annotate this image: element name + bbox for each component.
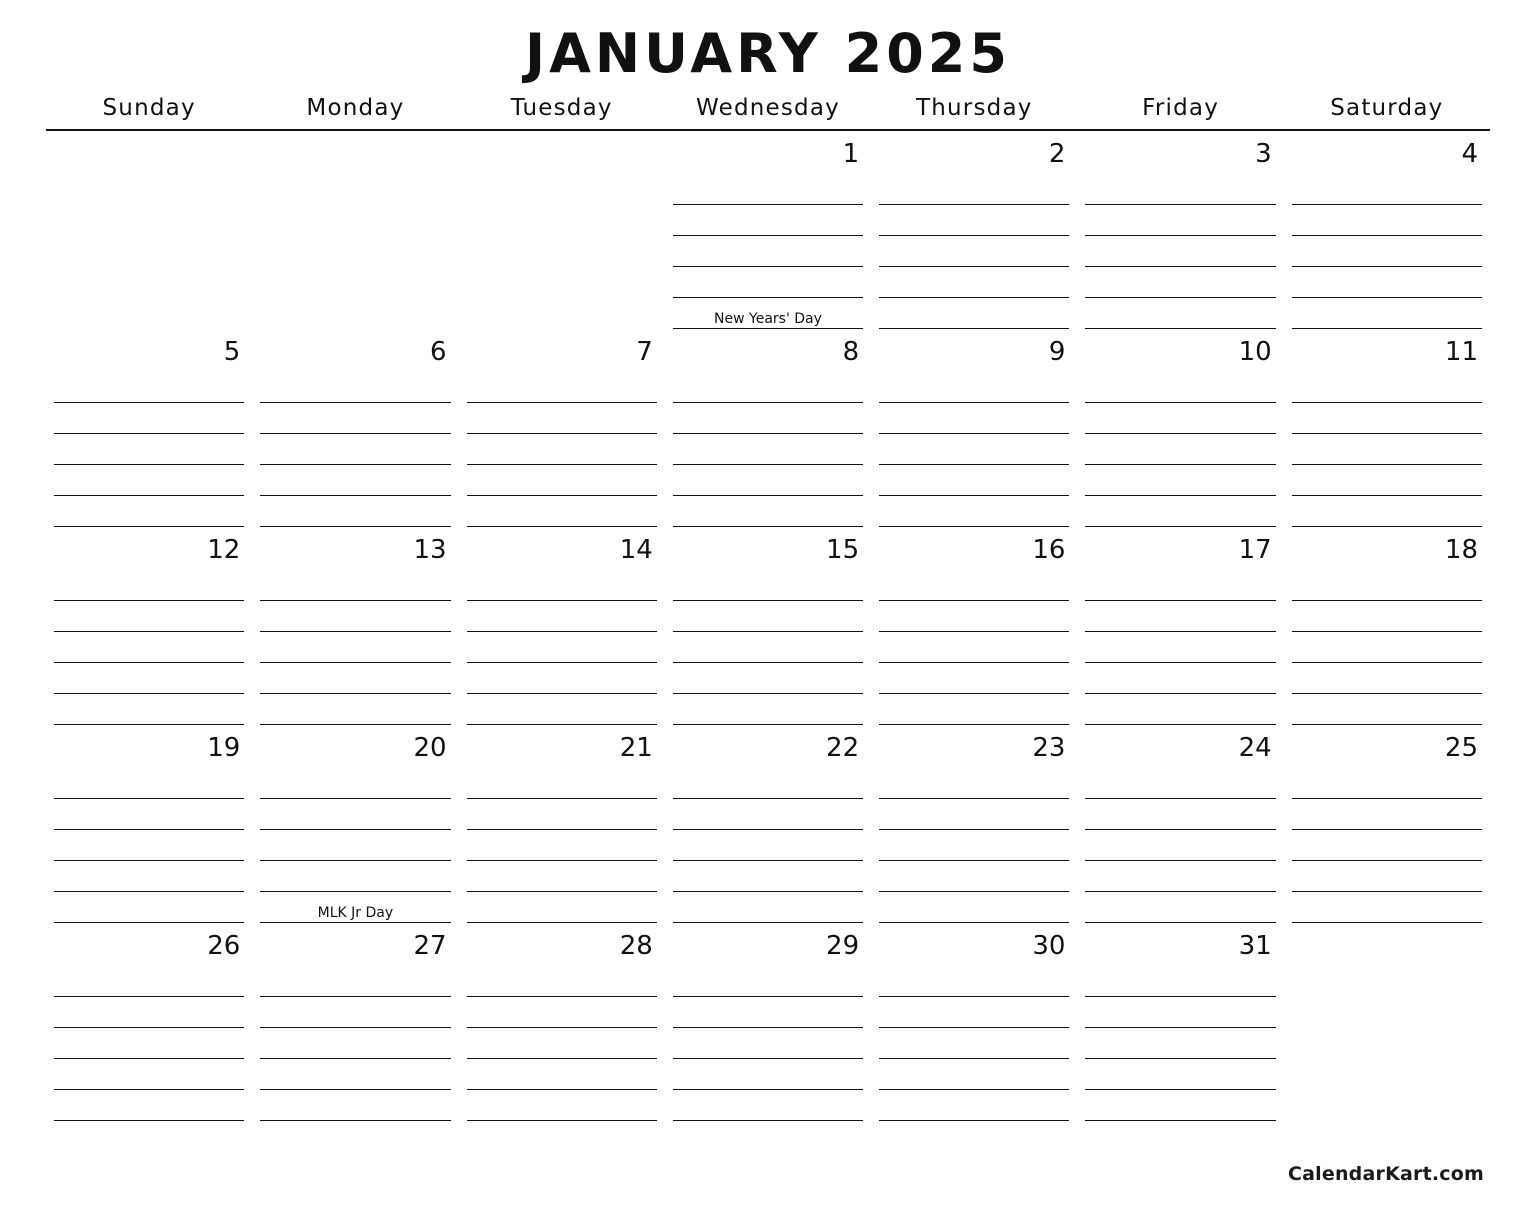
note-lines [1085,174,1275,329]
note-line[interactable] [1085,403,1275,434]
note-line[interactable] [260,1059,450,1090]
calendar-day-cell[interactable] [1284,725,1490,923]
note-line[interactable] [260,694,450,725]
note-line[interactable] [1085,966,1275,997]
note-lines [467,966,657,1121]
note-lines [54,768,244,923]
note-lines [260,768,450,923]
weekday-label-thursday: Thursday [916,95,1033,121]
note-line[interactable] [1085,768,1275,799]
day-number: 31 [1238,931,1272,962]
day-number: 14 [619,535,653,566]
note-line[interactable] [673,768,863,799]
note-lines [54,173,244,329]
note-line[interactable] [467,372,657,403]
holiday-label: MLK Jr Day [260,906,450,921]
note-line[interactable] [54,799,244,830]
note-line[interactable] [1085,298,1275,329]
day-number: 8 [842,337,860,368]
note-line[interactable] [54,892,244,923]
note-line[interactable] [54,601,244,632]
note-line[interactable] [54,173,244,203]
day-number: 30 [1032,931,1066,962]
note-line[interactable] [673,1059,863,1090]
note-line[interactable] [879,861,1069,892]
note-line[interactable] [260,632,450,663]
note-line[interactable] [879,1090,1069,1121]
note-line[interactable] [54,570,244,601]
note-lines [54,372,244,527]
note-line[interactable] [54,1028,244,1059]
day-number: 19 [207,733,241,764]
note-line[interactable] [1085,694,1275,725]
note-line[interactable] [879,1028,1069,1059]
note-line[interactable] [1085,892,1275,923]
day-number: 25 [1444,733,1478,764]
note-line[interactable] [1292,267,1482,298]
note-line[interactable] [673,1028,863,1059]
note-line[interactable] [54,263,244,293]
note-line[interactable] [1292,663,1482,694]
note-lines [1292,372,1482,527]
note-line[interactable] [1292,236,1482,267]
note-line[interactable] [467,768,657,799]
note-line[interactable] [673,892,863,923]
note-line[interactable] [879,601,1069,632]
note-line[interactable] [673,298,863,329]
calendar-day-cell[interactable] [871,329,1077,527]
day-number: 20 [413,733,447,764]
day-number: 26 [207,931,241,962]
note-line[interactable] [1292,496,1482,527]
note-line[interactable] [260,1090,450,1121]
day-number: 11 [1444,337,1478,368]
note-line[interactable] [879,694,1069,725]
calendar-day-cell[interactable] [46,329,252,527]
day-number: 18 [1444,535,1478,566]
calendar-day-cell[interactable] [665,329,871,527]
weekday-header-row [46,95,1490,131]
note-line[interactable] [54,966,244,997]
calendar-day-cell[interactable] [1077,527,1283,725]
note-line[interactable] [467,1028,657,1059]
note-line[interactable] [673,372,863,403]
note-line[interactable] [879,465,1069,496]
note-lines [879,768,1069,923]
note-line[interactable] [1292,465,1482,496]
calendar-empty-cell [1284,923,1490,1121]
note-line[interactable] [1292,830,1482,861]
note-line[interactable] [260,892,450,923]
note-line[interactable] [54,496,244,527]
note-line[interactable] [260,372,450,403]
note-line[interactable] [1292,861,1482,892]
note-line[interactable] [673,267,863,298]
note-line[interactable] [1085,799,1275,830]
calendar-day-cell[interactable] [1077,725,1283,923]
note-lines [1085,372,1275,527]
note-lines [260,173,450,329]
note-line[interactable] [260,434,450,465]
note-line[interactable] [879,267,1069,298]
note-line[interactable] [1292,174,1482,205]
note-line[interactable] [673,434,863,465]
note-line[interactable] [467,601,657,632]
note-line[interactable] [467,263,657,293]
day-number: 12 [207,535,241,566]
note-lines [1292,768,1482,923]
note-line[interactable] [467,663,657,694]
note-line[interactable] [260,861,450,892]
calendar-day-cell[interactable] [1284,527,1490,725]
note-line[interactable] [54,861,244,892]
note-line[interactable] [1085,1090,1275,1121]
note-line[interactable] [467,173,657,203]
note-lines [467,768,657,923]
note-line[interactable] [879,434,1069,465]
note-line[interactable] [1292,632,1482,663]
calendar-day-cell[interactable] [1284,329,1490,527]
note-line[interactable] [467,233,657,263]
note-line[interactable] [54,1059,244,1090]
note-line[interactable] [879,205,1069,236]
note-lines [879,966,1069,1121]
note-line[interactable] [1292,995,1482,1025]
note-line[interactable] [1085,632,1275,663]
day-number: 24 [1238,733,1272,764]
note-line[interactable] [1085,570,1275,601]
calendar-day-cell[interactable] [459,923,665,1121]
note-line[interactable] [54,403,244,434]
page-title: JANUARY 2025 [525,22,1011,85]
note-line[interactable] [1292,1085,1482,1115]
note-line[interactable] [54,293,244,323]
calendar-day-cell[interactable] [46,923,252,1121]
calendar-day-cell[interactable] [252,923,458,1121]
note-line[interactable] [673,174,863,205]
note-line[interactable] [1085,997,1275,1028]
note-line[interactable] [1085,465,1275,496]
note-line[interactable] [260,173,450,203]
footer-brand: CalendarKart.com [1287,1163,1484,1185]
note-line[interactable] [467,570,657,601]
note-line[interactable] [467,203,657,233]
note-line[interactable] [260,570,450,601]
weekday-label-friday: Friday [1142,95,1220,121]
note-lines [879,174,1069,329]
note-line[interactable] [673,236,863,267]
note-line[interactable] [673,861,863,892]
note-line[interactable] [879,570,1069,601]
day-number: 27 [413,931,447,962]
note-lines [673,768,863,923]
note-line[interactable] [1292,1025,1482,1055]
note-line[interactable] [260,663,450,694]
note-line[interactable] [879,892,1069,923]
note-line[interactable] [54,663,244,694]
day-number: 2 [1048,139,1066,169]
note-line[interactable] [1085,236,1275,267]
calendar-day-cell[interactable] [46,725,252,923]
note-line[interactable] [260,203,450,233]
day-number: 29 [826,931,860,962]
note-line[interactable] [879,174,1069,205]
note-line[interactable] [1085,601,1275,632]
day-number: 6 [430,337,447,368]
note-line[interactable] [54,434,244,465]
calendar-day-cell[interactable] [665,725,871,923]
calendar-day-cell[interactable] [459,527,665,725]
note-lines [1292,570,1482,725]
note-line[interactable] [879,799,1069,830]
note-line[interactable] [673,997,863,1028]
calendar-day-cell[interactable] [459,725,665,923]
note-line[interactable] [54,768,244,799]
note-line[interactable] [879,997,1069,1028]
note-lines [1085,768,1275,923]
note-lines [467,372,657,527]
note-line[interactable] [1292,965,1482,995]
note-line[interactable] [467,1059,657,1090]
note-line[interactable] [673,496,863,527]
note-line[interactable] [1292,372,1482,403]
calendar-day-cell[interactable] [1284,131,1490,329]
day-number: 15 [826,535,860,566]
calendar-day-cell[interactable] [665,923,871,1121]
calendar-day-cell[interactable] [1077,131,1283,329]
calendar-grid [46,131,1490,1083]
note-lines [1292,965,1482,1121]
note-line[interactable] [673,465,863,496]
calendar-day-cell[interactable] [252,527,458,725]
note-line[interactable] [1085,861,1275,892]
calendar-page [0,22,1536,1209]
note-line[interactable] [54,997,244,1028]
day-number: 17 [1238,535,1272,566]
note-line[interactable] [467,465,657,496]
note-line[interactable] [879,236,1069,267]
note-line[interactable] [673,663,863,694]
note-line[interactable] [467,1090,657,1121]
calendar-day-cell[interactable] [252,725,458,923]
day-number: 9 [1048,337,1066,368]
note-line[interactable] [260,233,450,263]
note-line[interactable] [879,830,1069,861]
note-lines [673,966,863,1121]
calendar-day-cell[interactable] [871,527,1077,725]
note-lines [54,966,244,1121]
note-line[interactable] [1292,403,1482,434]
calendar-day-cell[interactable] [46,527,252,725]
note-line[interactable] [879,298,1069,329]
note-line[interactable] [1085,496,1275,527]
day-number: 16 [1032,535,1066,566]
note-line[interactable] [260,293,450,323]
note-line[interactable] [467,799,657,830]
weekday-label-tuesday: Tuesday [510,95,613,121]
day-number: 3 [1255,139,1272,169]
note-lines [1085,966,1275,1121]
note-lines [260,570,450,725]
note-line[interactable] [673,601,863,632]
day-number: 4 [1461,139,1478,169]
note-line[interactable] [673,830,863,861]
note-line[interactable] [1085,372,1275,403]
note-line[interactable] [879,372,1069,403]
note-line[interactable] [879,768,1069,799]
note-line[interactable] [1085,663,1275,694]
note-line[interactable] [1292,799,1482,830]
day-number [1292,923,1482,965]
weekday-label-sunday: Sunday [102,95,196,121]
note-line[interactable] [1085,830,1275,861]
day-number: 10 [1238,337,1272,368]
calendar-day-cell[interactable] [665,131,871,329]
note-line[interactable] [260,1028,450,1059]
note-line[interactable] [467,293,657,323]
day-number: 7 [636,337,653,368]
note-line[interactable] [1292,570,1482,601]
note-line[interactable] [1292,434,1482,465]
note-lines [467,570,657,725]
note-line[interactable] [1292,298,1482,329]
note-line[interactable] [467,694,657,725]
calendar-day-cell[interactable] [665,527,871,725]
note-line[interactable] [54,465,244,496]
calendar-day-cell[interactable] [871,725,1077,923]
calendar-empty-cell [46,131,252,329]
note-line[interactable] [1292,1055,1482,1085]
note-line[interactable] [54,203,244,233]
note-line[interactable] [673,1090,863,1121]
note-line[interactable] [673,632,863,663]
note-line[interactable] [879,663,1069,694]
note-line[interactable] [1292,601,1482,632]
note-lines [673,174,863,329]
note-line[interactable] [467,997,657,1028]
note-line[interactable] [260,496,450,527]
note-lines [54,570,244,725]
day-number: 21 [619,733,653,764]
note-line[interactable] [1085,1059,1275,1090]
day-number: 5 [223,337,241,368]
note-line[interactable] [1085,267,1275,298]
calendar-day-cell[interactable] [1077,329,1283,527]
note-line[interactable] [260,997,450,1028]
note-line[interactable] [673,570,863,601]
note-line[interactable] [1085,174,1275,205]
note-line[interactable] [467,892,657,923]
note-line[interactable] [1292,768,1482,799]
day-number [260,131,450,173]
note-line[interactable] [467,861,657,892]
note-line[interactable] [879,966,1069,997]
calendar-empty-cell [459,131,665,329]
note-line[interactable] [260,830,450,861]
note-line[interactable] [879,403,1069,434]
note-lines [1085,570,1275,725]
note-line[interactable] [673,799,863,830]
note-line[interactable] [467,830,657,861]
holiday-label: New Years' Day [673,312,863,327]
note-lines [879,570,1069,725]
note-line[interactable] [260,799,450,830]
note-line[interactable] [467,966,657,997]
note-line[interactable] [260,966,450,997]
calendar-day-cell[interactable] [459,329,665,527]
calendar-day-cell[interactable] [871,923,1077,1121]
day-number [467,131,657,173]
calendar-day-cell[interactable] [252,329,458,527]
note-line[interactable] [1085,205,1275,236]
note-line[interactable] [54,233,244,263]
calendar-day-cell[interactable] [1077,923,1283,1121]
note-line[interactable] [260,465,450,496]
note-line[interactable] [1292,694,1482,725]
day-number: 1 [842,139,860,169]
note-lines [879,372,1069,527]
note-line[interactable] [879,496,1069,527]
note-line[interactable] [54,632,244,663]
weekday-label-monday: Monday [306,95,405,121]
note-line[interactable] [467,496,657,527]
note-line[interactable] [54,830,244,861]
note-line[interactable] [54,694,244,725]
note-line[interactable] [467,434,657,465]
note-line[interactable] [673,694,863,725]
note-line[interactable] [1292,205,1482,236]
note-line[interactable] [260,768,450,799]
note-line[interactable] [54,372,244,403]
note-lines [673,372,863,527]
note-lines [1292,174,1482,329]
day-number: 23 [1032,733,1066,764]
day-number: 28 [619,931,653,962]
calendar-empty-cell [252,131,458,329]
day-number [54,131,244,173]
note-line[interactable] [1292,892,1482,923]
note-line[interactable] [260,601,450,632]
weekday-label-saturday: Saturday [1330,95,1444,121]
note-line[interactable] [673,966,863,997]
note-lines [260,372,450,527]
note-line[interactable] [467,403,657,434]
note-line[interactable] [673,403,863,434]
note-line[interactable] [673,205,863,236]
day-number: 13 [413,535,447,566]
note-line[interactable] [260,263,450,293]
note-line[interactable] [1085,1028,1275,1059]
day-number: 22 [826,733,860,764]
note-lines [673,570,863,725]
note-line[interactable] [879,632,1069,663]
note-line[interactable] [467,632,657,663]
note-line[interactable] [54,1090,244,1121]
calendar-day-cell[interactable] [871,131,1077,329]
note-line[interactable] [260,403,450,434]
note-line[interactable] [879,1059,1069,1090]
note-line[interactable] [1085,434,1275,465]
note-lines [260,966,450,1121]
weekday-label-wednesday: Wednesday [696,95,840,121]
note-lines [467,173,657,329]
